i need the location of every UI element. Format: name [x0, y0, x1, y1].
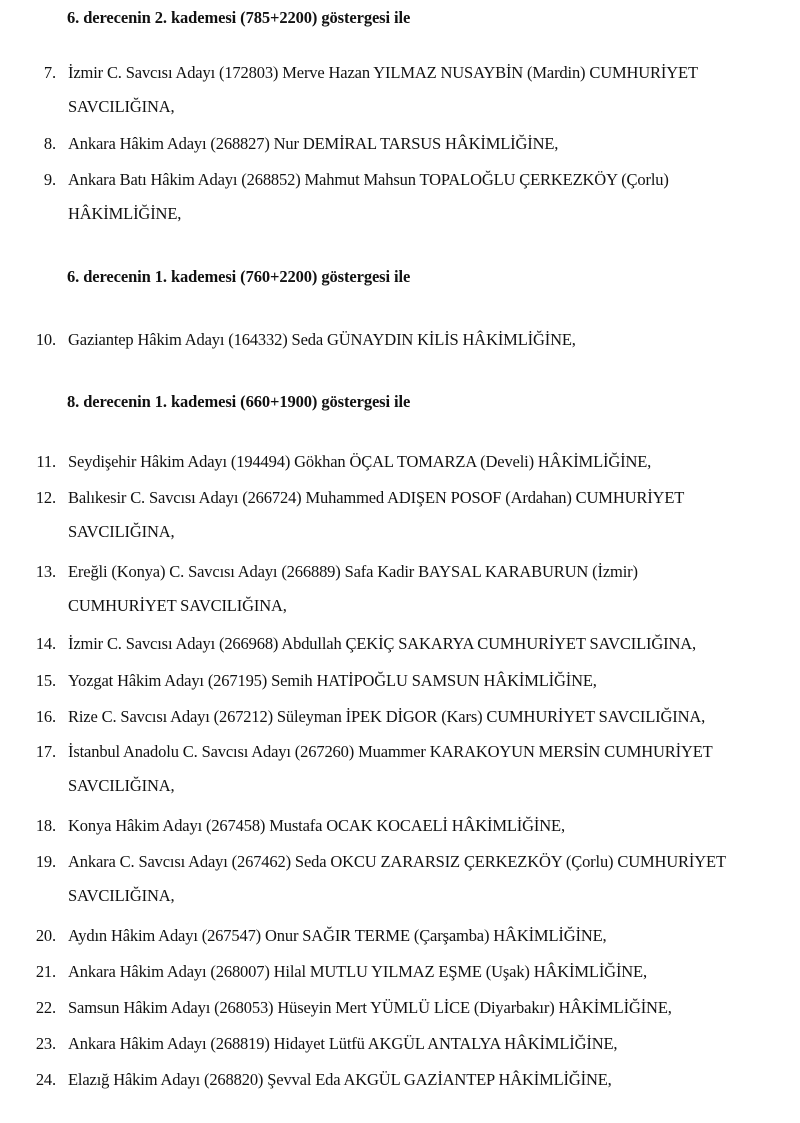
item-number: 9. — [43, 170, 56, 189]
item-number: 20. — [35, 926, 56, 945]
item-text-line2: HÂKİMLİĞİNE, — [68, 204, 182, 223]
item-text-line1: Ankara Batı Hâkim Adayı (268852) Mahmut Mahsun TOPALOĞLU ÇERKEZKÖY (Çorlu) — [68, 170, 669, 189]
item-text-line1: İstanbul Anadolu C. Savcısı Adayı (267260) Muammer KARAKOYUN MERSİN CUMHURİYET — [68, 742, 713, 761]
item-text-line1: Yozgat Hâkim Adayı (267195) Semih HATİPOĞLU SAMSUN HÂKİMLİĞİNE, — [68, 671, 597, 690]
item-text-line1: Ereğli (Konya) C. Savcısı Adayı (266889) Safa Kadir BAYSAL KARABURUN (İzmir) — [68, 562, 638, 581]
item-text-line1: Ankara Hâkim Adayı (268819) Hidayet Lütfü AKGÜL ANTALYA HÂKİMLİĞİNE, — [68, 1034, 618, 1053]
item-text-line1: İzmir C. Savcısı Adayı (266968) Abdullah ÇEKİÇ SAKARYA CUMHURİYET SAVCILIĞINA, — [68, 634, 696, 653]
item-text-line1: Konya Hâkim Adayı (267458) Mustafa OCAK KOCAELİ HÂKİMLİĞİNE, — [68, 816, 565, 835]
item-number: 21. — [35, 962, 56, 981]
item-number: 7. — [43, 63, 56, 82]
section-heading: 6. derecenin 1. kademesi (760+2200) göstergesi ile — [67, 267, 411, 286]
item-number: 24. — [35, 1070, 56, 1089]
section-heading: 8. derecenin 1. kademesi (660+1900) göstergesi ile — [67, 392, 411, 411]
item-text-line1: Elazığ Hâkim Adayı (268820) Şevval Eda AKGÜL GAZİANTEP HÂKİMLİĞİNE, — [68, 1070, 612, 1089]
item-text-line1: Seydişehir Hâkim Adayı (194494) Gökhan ÖÇAL TOMARZA (Develi) HÂKİMLİĞİNE, — [68, 452, 652, 471]
item-text-line2: SAVCILIĞINA, — [68, 97, 175, 116]
item-number: 15. — [35, 671, 56, 690]
item-number: 16. — [35, 707, 56, 726]
item-text-line1: Balıkesir C. Savcısı Adayı (266724) Muhammed ADIŞEN POSOF (Ardahan) CUMHURİYET — [68, 488, 685, 507]
item-number: 11. — [36, 452, 56, 471]
section-heading: 6. derecenin 2. kademesi (785+2200) göstergesi ile — [67, 8, 411, 27]
item-text-line2: CUMHURİYET SAVCILIĞINA, — [68, 596, 287, 615]
item-text-line1: Ankara Hâkim Adayı (268007) Hilal MUTLU YILMAZ EŞME (Uşak) HÂKİMLİĞİNE, — [68, 962, 647, 981]
item-number: 8. — [43, 134, 56, 153]
item-text-line1: Gaziantep Hâkim Adayı (164332) Seda GÜNAYDIN KİLİS HÂKİMLİĞİNE, — [68, 330, 576, 349]
item-number: 10. — [35, 330, 56, 349]
item-number: 18. — [35, 816, 56, 835]
item-number: 13. — [35, 562, 56, 581]
item-text-line2: SAVCILIĞINA, — [68, 886, 175, 905]
item-text-line1: Rize C. Savcısı Adayı (267212) Süleyman İPEK DİGOR (Kars) CUMHURİYET SAVCILIĞINA, — [68, 707, 706, 726]
item-number: 14. — [35, 634, 56, 653]
item-text-line1: Ankara Hâkim Adayı (268827) Nur DEMİRAL TARSUS HÂKİMLİĞİNE, — [68, 134, 559, 153]
item-text-line2: SAVCILIĞINA, — [68, 776, 175, 795]
item-text-line1: Ankara C. Savcısı Adayı (267462) Seda OKCU ZARARSIZ ÇERKEZKÖY (Çorlu) CUMHURİYET — [68, 852, 726, 871]
item-text-line1: İzmir C. Savcısı Adayı (172803) Merve Hazan YILMAZ NUSAYBİN (Mardin) CUMHURİYET — [68, 63, 698, 82]
item-number: 22. — [35, 998, 56, 1017]
item-text-line2: SAVCILIĞINA, — [68, 522, 175, 541]
item-number: 12. — [35, 488, 56, 507]
item-text-line1: Samsun Hâkim Adayı (268053) Hüseyin Mert YÜMLÜ LİCE (Diyarbakır) HÂKİMLİĞİNE, — [68, 998, 672, 1017]
item-text-line1: Aydın Hâkim Adayı (267547) Onur SAĞIR TERME (Çarşamba) HÂKİMLİĞİNE, — [68, 926, 607, 945]
item-number: 17. — [35, 742, 56, 761]
item-number: 19. — [35, 852, 56, 871]
item-number: 23. — [35, 1034, 56, 1053]
